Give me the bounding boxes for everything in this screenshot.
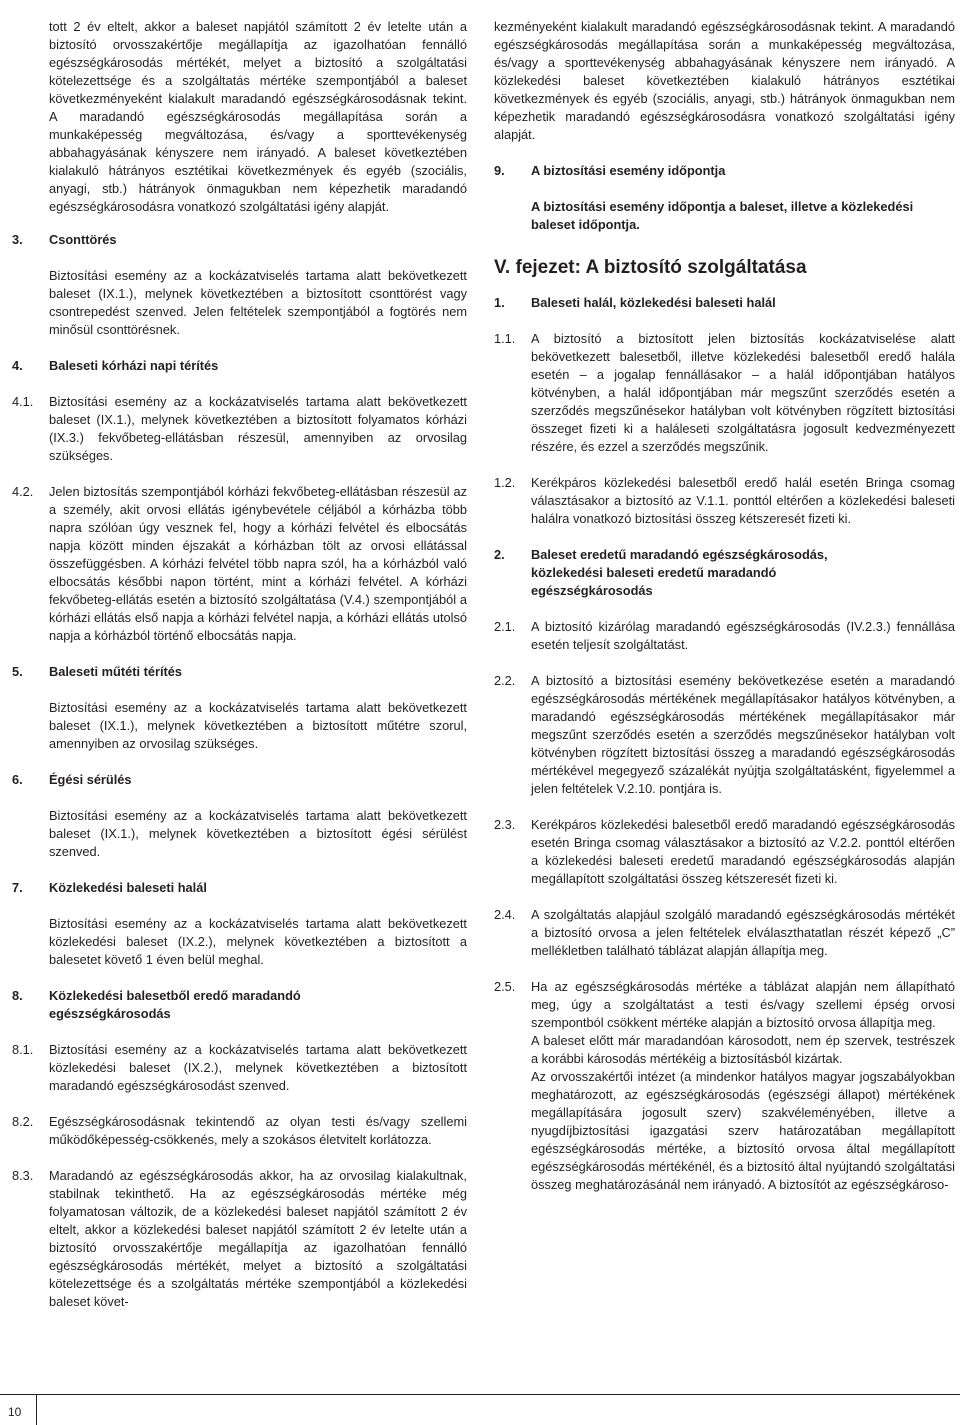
paragraph: Jelen biztosítás szempontjából kórházi fekvőbeteg-ellátásban részesül az a személy, akit orvosi ellátás igénybevétele céljából a kórházba több napra szólóan úgy vesznek fel, hogy a kórházi felvétel és elbocsátás napja között minden éjszakát a kórházban tölt az orvosi ellátással összefüggésben. A kórházi felvétel több napra szól, ha a kórházból való elbocsátás későbbi napon történt, mint a kórházi felvétel. A kórházi fekvőbeteg-ellátás esetén a biztosító szolgáltatása (V.4.) szempontjából a kórházi ellátás első napja a kórházi felvétel napja, a kórházi ellátás utolsó napja a kórházból történő elbocsátás napja. xyxy=(49,484,467,643)
subsection-8-3 xyxy=(12,1167,467,1311)
paragraph: A biztosító a biztosítási esemény bekövetkezése esetén a maradandó egészségkárosodás mértékének megállapításakor hatályos kötvényben, a maradandó egészségkárosodás mértékének megállapításakor már megszűnt szerződés esetén a szerződés megszűnésekor hatályban volt kötvényben rögzített biztosítási összeg a maradandó egészségkárosodás mértékével megegyező százalékát nyújtja szolgáltatásként, figyelemmel a jelen feltételek V.2.10. pontjára is. xyxy=(531,673,955,796)
section-title: Baleseti halál, közlekedési baleseti halál xyxy=(531,295,776,310)
subsection-number: 2.5. xyxy=(494,979,516,994)
section-4-heading xyxy=(12,357,467,375)
section-number: 3. xyxy=(12,232,23,247)
subsection-2-4 xyxy=(494,906,955,960)
subsection-8-2 xyxy=(12,1113,467,1149)
section-3-heading xyxy=(12,231,467,249)
page-number: 10 xyxy=(8,1405,22,1419)
section-number: 2. xyxy=(494,547,505,562)
paragraph: Biztosítási esemény az a kockázatviselés tartama alatt bekövetkezett baleset (IX.1.), melynek következtében a biztosított műtétre szorul, amennyiben az orvosilag szükséges. xyxy=(49,700,467,751)
section-title: Közlekedési balesetből eredő maradandó egészségkárosodás xyxy=(49,988,301,1021)
section-9-heading xyxy=(494,162,955,180)
paragraph: Maradandó az egészségkárosodás akkor, ha az orvosilag kialakultnak, stabilnak tekinthető. Ha az egészségkárosodás mértéke még folyamatosan változik, de a közlekedési baleset napjától számított 2 év eltelt, akkor a közlekedési baleset napjától számított 2 év letelte után a biztosító orvosszakértője megállapítja az igazolhatóan fennálló egészségkárosodás mértékét, melyet a biztosító a szolgáltatási kötelezettsége és a szolgáltatás mértéke szempontjából a közlekedési baleset követ- xyxy=(49,1168,467,1309)
subsection-8-1 xyxy=(12,1041,467,1095)
section-5-heading xyxy=(12,663,467,681)
subsection-4-1 xyxy=(12,393,467,465)
section-number: 4. xyxy=(12,358,23,373)
subsection-number: 1.1. xyxy=(494,331,516,346)
paragraph: Biztosítási esemény az a kockázatviselés tartama alatt bekövetkezett baleset (IX.1.), melynek következtében a biztosított csonttörést vagy csontrepedést szenved. Jelen feltételek szempontjából a fogtörés nem minősül csonttörésnek. xyxy=(49,268,467,337)
subsection-1-1 xyxy=(494,330,955,456)
subsection-number: 2.2. xyxy=(494,673,516,688)
paragraph: Biztosítási esemény az a kockázatviselés tartama alatt bekövetkezett baleset (IX.1.), melynek következtében a biztosított folyamatos kórházi (IX.3.) fekvőbeteg-ellátásban részesül, amennyiben az orvosilag szükséges. xyxy=(49,394,467,463)
section-title: A biztosítási esemény időpontja xyxy=(531,163,726,178)
subsection-number: 4.1. xyxy=(12,394,34,409)
subsection-number: 8.2. xyxy=(12,1114,34,1129)
paragraph: Az orvosszakértői intézet (a mindenkor hatályos magyar jogszabályokban meghatározott, az egészségkárosodás (egészségi állapot) mértékének megállapítására jogosult szerv) szakvéleményében, illetve a nyugdíjbiztosítási igazgatási szerv határozatában megállapított egészségkárosodás mértéke, a biztosító orvosa által megállapított egészségkárosodás mértékénél, és a biztosító által nyújtandó szolgáltatási összeg meghatározásánál nem irányadó. A biztosítót az egészségkároso- xyxy=(531,1069,955,1192)
subsection-number: 2.1. xyxy=(494,619,516,634)
chapter-title: V. fejezet: A biztosító szolgáltatása xyxy=(494,257,807,278)
paragraph: Kerékpáros közlekedési balesetből eredő maradandó egészségkárosodás esetén Bringa csomag választásakor a biztosító az V.2.2. ponttól eltérően a közlekedési baleseti eredetű maradandó egészségkárosodás alapján megállapított szolgáltatási összeg kétszeresét fizeti ki. xyxy=(531,817,955,886)
subsection-number: 8.1. xyxy=(12,1042,34,1057)
section-title: Baleseti kórházi napi térítés xyxy=(49,358,219,373)
paragraph: Kerékpáros közlekedési balesetből eredő halál esetén Bringa csomag választásakor a biztosító az V.1.1. ponttól eltérően a közlekedési baleseti halálra vonatkozó biztosítási összeg kétszeresét fizeti ki. xyxy=(531,475,955,526)
section-title: Közlekedési baleseti halál xyxy=(49,880,207,895)
paragraph: Biztosítási esemény az a kockázatviselés tartama alatt bekövetkezett közlekedési baleset (IX.2.), melynek következtében a biztosított maradandó egészségkárosodást szenved. xyxy=(49,1042,467,1093)
subsection-2-5 xyxy=(494,978,955,1194)
paragraph: tott 2 év eltelt, akkor a baleset napjától számított 2 év letelte után a biztosító orvosszakértője megállapítja az igazolhatóan fennálló egészségkárosodás mértékét, melyet a biztosító a szolgáltatási kötelezettsége és a szolgáltatás mértéke szempontjából a baleset következményeként kialakult maradandó egészségkárosodásnak tekint. A maradandó egészségkárosodás megállapítása során a munkaképesség megváltozása, és/vagy a sporttevékenység abbahagyásának kényszere nem irányadó. A baleset következtében kialakuló hátrányos esztétikai következmények és egyéb (szociális, anyagi, stb.) hátrányok önmagukban nem képezhetik maradandó egészségkárosodásra vonatkozó szolgáltatási igény alapját. xyxy=(49,19,467,214)
paragraph: A biztosítási esemény időpontja a baleset, illetve a közlekedési baleset időpontja. xyxy=(531,199,914,232)
section-number: 8. xyxy=(12,988,23,1003)
subsection-number: 4.2. xyxy=(12,484,34,499)
section-title: Baleseti műtéti térítés xyxy=(49,664,182,679)
paragraph: kezményeként kialakult maradandó egészségkárosodásnak tekint. A maradandó egészségkárosodás megállapítása során a munkaképesség megváltozása, és/vagy a sporttevékenység abbahagyásának kényszere nem irányadó. A közlekedési baleset következtében kialakuló hátrányos esztétikai következmények és egyéb (szociális, anyagi, stb.) hátrányok önmagukban nem képezhetik maradandó egészségkárosodásra vonatkozó szolgáltatási igény alapját. xyxy=(494,19,955,142)
subsection-1-2 xyxy=(494,474,955,528)
subsection-2-1 xyxy=(494,618,955,654)
section-title: Baleset eredetű maradandó egészségkárosodás, közlekedési baleseti eredetű maradandó egészségkárosodás xyxy=(531,547,828,598)
paragraph: A biztosító a biztosított jelen biztosítás kockázatviselése alatt bekövetkezett balesetből, illetve közlekedési balesetből eredő halála esetén – a jogalap fennállásakor – a halál időpontjában hatályos kötvényben, a halál időpontjában már megszűnt szerződés esetén a szerződés megszűnésekor hatályban volt kötvényben rögzített biztosítási összeget fizeti ki a haláleseti szolgáltatásra jogosult kedvezményezett részére, és ezzel a szerződés megszűnik. xyxy=(531,331,955,454)
subsection-number: 2.4. xyxy=(494,907,516,922)
section-number: 6. xyxy=(12,772,23,787)
subsection-2-3 xyxy=(494,816,955,888)
paragraph: A szolgáltatás alapjául szolgáló maradandó egészségkárosodás mértékét a biztosító orvosa a jelen feltételek elválaszthatatlan részét képező „C” mellékletben található táblázat alapján állapítja meg. xyxy=(531,907,955,958)
subsection-2-2 xyxy=(494,672,955,798)
section-title: Égési sérülés xyxy=(49,772,132,787)
right-column xyxy=(494,18,955,1194)
paragraph: Biztosítási esemény az a kockázatviselés tartama alatt bekövetkezett közlekedési baleset (IX.2.), melynek következtében a biztosított a balesetet követő 1 éven belül meghal. xyxy=(49,916,467,967)
subsection-number: 1.2. xyxy=(494,475,516,490)
left-column xyxy=(12,18,467,1311)
section-1-heading xyxy=(494,294,955,312)
section-8-heading xyxy=(12,987,467,1023)
section-number: 5. xyxy=(12,664,23,679)
section-6-heading xyxy=(12,771,467,789)
subsection-number: 8.3. xyxy=(12,1168,34,1183)
section-number: 1. xyxy=(494,295,505,310)
paragraph: Egészségkárosodásnak tekintendő az olyan testi és/vagy szellemi működőképesség-csökkenés, mely a szokásos életvitelt korlátozza. xyxy=(49,1114,467,1147)
subsection-4-2 xyxy=(12,483,467,645)
footer-divider xyxy=(0,1394,960,1395)
continued-section xyxy=(12,18,467,216)
paragraph: A baleset előtt már maradandóan károsodott, nem ép szervek, testrészek a korábbi károsodás mértékéig a biztosításból kizártak. xyxy=(531,1033,955,1066)
section-number: 9. xyxy=(494,163,505,178)
paragraph: Ha az egészségkárosodás mértéke a táblázat alapján nem állapítható meg, úgy a szolgáltatást a testi és/vagy szellemi épség orvosi szempontból csökkent mértéke alapján a biztosító orvosa állapítja meg. xyxy=(531,979,955,1030)
section-7-heading xyxy=(12,879,467,897)
footer-vertical-divider xyxy=(36,1394,37,1425)
subsection-number: 2.3. xyxy=(494,817,516,832)
section-2-heading xyxy=(494,546,955,600)
paragraph: Biztosítási esemény az a kockázatviselés tartama alatt bekövetkezett baleset (IX.1.), melynek következtében a biztosított égési sérülést szenved. xyxy=(49,808,467,859)
section-number: 7. xyxy=(12,880,23,895)
section-title: Csonttörés xyxy=(49,232,117,247)
paragraph: A biztosító kizárólag maradandó egészségkárosodás (IV.2.3.) fennállása esetén teljesít szolgáltatást. xyxy=(531,619,955,652)
